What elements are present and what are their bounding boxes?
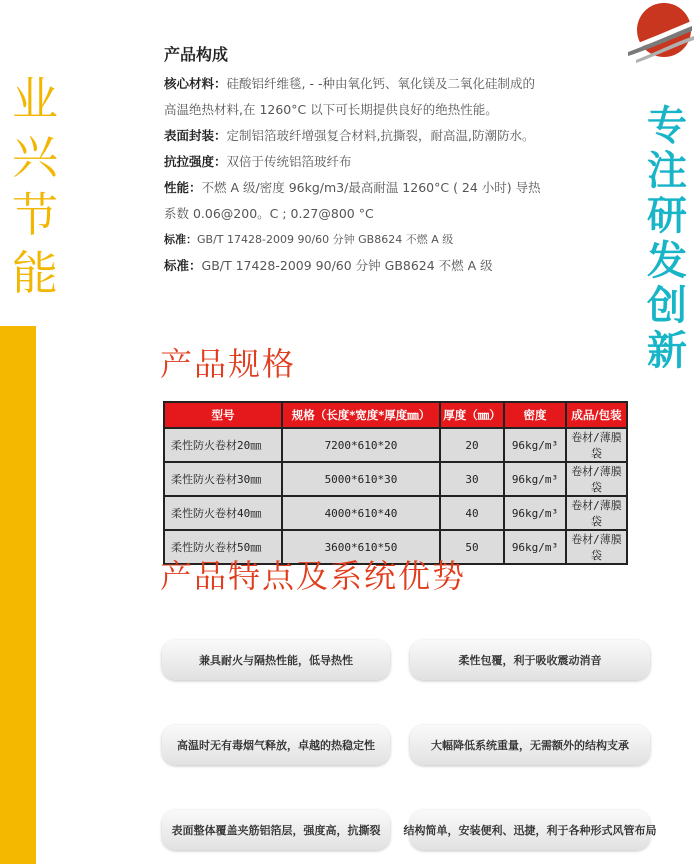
table-cell: 3600*610*50: [282, 530, 440, 564]
feature-card: 结构简单，安装便利、迅捷，利于各种形式风管布局: [410, 810, 650, 850]
spec-header-cell: 厚度（㎜）: [440, 402, 504, 428]
spec-table: [163, 401, 628, 565]
composition-line: 标准：GB/T 17428-2009 90/60 分钟 GB8624 不燃 A 级: [164, 258, 493, 273]
table-cell: 96kg/m³: [504, 462, 566, 496]
table-row: [164, 496, 627, 530]
table-cell: 4000*610*40: [282, 496, 440, 530]
feature-card: 高温时无有毒烟气释放，卓越的热稳定性: [162, 725, 390, 765]
spec-header-cell: 成品/包装: [566, 402, 627, 428]
composition-title: 产品构成: [164, 45, 229, 64]
table-cell: 卷材/薄膜袋: [566, 428, 627, 462]
yellow-side-bar: [0, 326, 36, 864]
table-cell: 7200*610*20: [282, 428, 440, 462]
table-cell: 柔性防火卷材40㎜: [164, 496, 282, 530]
table-cell: 卷材/薄膜袋: [566, 462, 627, 496]
composition-line: 表面封装：定制铝箔玻纤增强复合材料,抗撕裂，耐高温,防潮防水。: [164, 128, 535, 143]
table-cell: 96kg/m³: [504, 496, 566, 530]
composition-section: [164, 42, 594, 283]
spec-header-cell: 密度: [504, 402, 566, 428]
table-cell: 96kg/m³: [504, 530, 566, 564]
table-cell: 50: [440, 530, 504, 564]
composition-line: 系数 0.06@200。C ; 0.27@800 °C: [164, 206, 374, 221]
slogan-vertical-text: 专注研发创新: [647, 103, 687, 374]
table-cell: 卷材/薄膜袋: [566, 496, 627, 530]
table-cell: 96kg/m³: [504, 428, 566, 462]
spec-header-cell: 型号: [164, 402, 282, 428]
composition-line: 标准：GB/T 17428-2009 90/60 分钟 GB8624 不燃 A 级: [164, 233, 454, 246]
composition-line: 高温绝热材料,在 1260°C 以下可长期提供良好的绝热性能。: [164, 102, 498, 117]
spec-title: 产品规格: [160, 345, 297, 383]
table-row: [164, 462, 627, 496]
composition-line: 性能：不燃 A 级/密度 96kg/m3/最高耐温 1260°C ( 24 小时) 导热: [164, 180, 541, 195]
table-cell: 柔性防火卷材50㎜: [164, 530, 282, 564]
table-cell: 40: [440, 496, 504, 530]
feature-card: 大幅降低系统重量，无需额外的结构支承: [410, 725, 650, 765]
features-title: 产品特点及系统优势: [160, 557, 467, 595]
composition-line: 抗拉强度：双倍于传统铝箔玻纤布: [164, 154, 352, 169]
table-cell: 5000*610*30: [282, 462, 440, 496]
table-cell: 卷材/薄膜袋: [566, 530, 627, 564]
composition-line: 核心材料：硅酸铝纤维毯, - -种由氧化钙、氧化镁及二氧化硅制成的: [164, 76, 535, 91]
brand-vertical-text: 业兴节能: [12, 72, 58, 300]
spec-header-row: [164, 402, 627, 428]
table-row: [164, 428, 627, 462]
table-cell: 柔性防火卷材30㎜: [164, 462, 282, 496]
spec-header-cell: 规格（长度*宽度*厚度㎜）: [282, 402, 440, 428]
feature-card: 表面整体覆盖夹筋铝箔层，强度高，抗撕裂: [162, 810, 390, 850]
feature-card: 柔性包覆，利于吸收震动消音: [410, 640, 650, 680]
brand-logo-icon: [622, 0, 696, 66]
feature-card: 兼具耐火与隔热性能，低导热性: [162, 640, 390, 680]
table-cell: 30: [440, 462, 504, 496]
table-cell: 柔性防火卷材20㎜: [164, 428, 282, 462]
table-cell: 20: [440, 428, 504, 462]
